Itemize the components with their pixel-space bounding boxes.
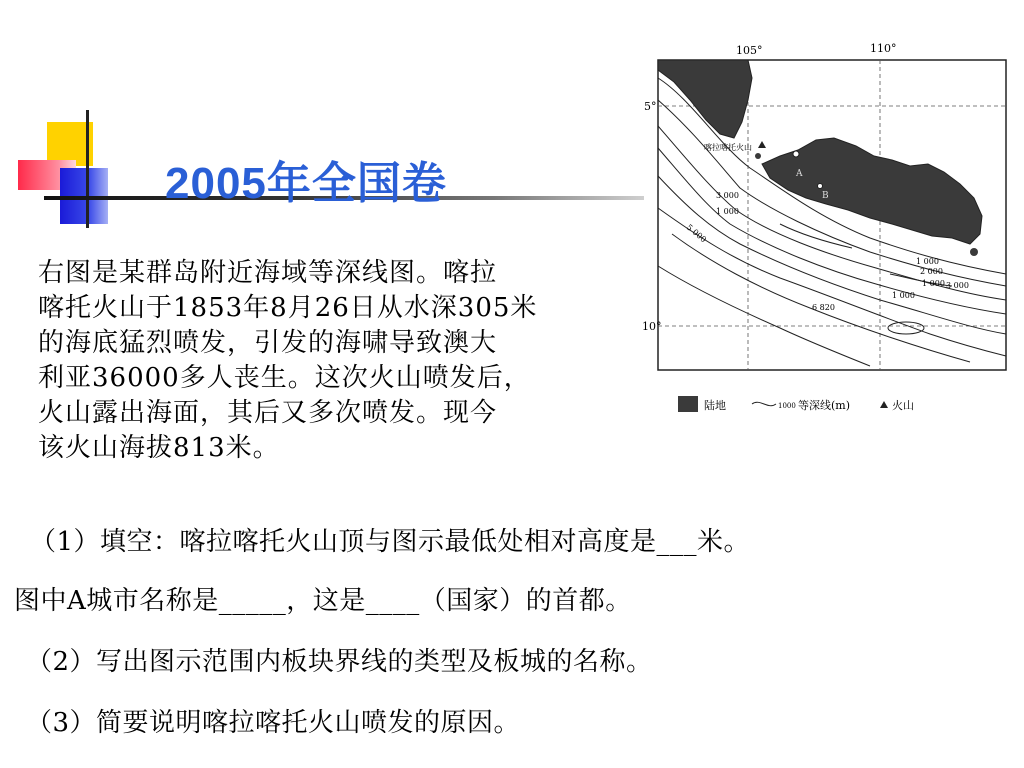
paragraph-line: 喀托火山于1853年8月26日从水深305米 (38, 293, 538, 323)
contour-label: 5 000 (684, 222, 709, 245)
lon-label: 105° (736, 44, 763, 57)
legend-volcano-label: 火山 (892, 399, 914, 412)
contour-label: 3 000 (716, 191, 739, 200)
contour-label: 1 000 (892, 291, 915, 300)
legend-land-swatch (678, 396, 698, 412)
legend-contour-value: 1000 (778, 402, 796, 410)
question-2: （2）写出图示范围内板块界线的类型及板城的名称。 (26, 647, 653, 677)
paragraph-line: 该火山海拔813米。 (38, 433, 280, 463)
paragraph-line: 利亚36000多人丧生。这次火山喷发后， (38, 363, 531, 393)
paragraph-line: 右图是某群岛附近海域等深线图。喀拉 (38, 258, 498, 288)
point-label-a: A (796, 169, 803, 179)
lat-label: 5° (644, 100, 657, 113)
contour-label: 1 000 (922, 279, 945, 288)
paragraph-line: 火山露出海面，其后又多次喷发。现今 (38, 398, 498, 428)
lon-label: 110° (870, 42, 897, 55)
paragraph-line: 的海底猛烈喷发，引发的海啸导致澳大 (38, 328, 498, 358)
slide-title: 2005年全国卷 (165, 159, 447, 208)
point-label-b: B (822, 191, 829, 201)
volcano-name-label: 喀拉喀托火山 (704, 143, 752, 152)
legend-volcano-marker (880, 401, 888, 408)
question-1: （1）填空：喀拉喀托火山顶与图示最低处相对高度是___米。 (30, 527, 751, 557)
contour-label: 1 000 (916, 257, 939, 266)
question-3: （3）简要说明喀拉喀托火山喷发的原因。 (26, 708, 521, 738)
contour-label: 6 820 (812, 303, 835, 312)
bathymetric-map (630, 38, 1015, 430)
contour-label: 1 000 (716, 207, 739, 216)
logo-vertical-line (86, 110, 89, 228)
legend-contour-label: 等深线(m) (798, 399, 851, 412)
intro-paragraph (38, 256, 638, 466)
legend-contour-sample (752, 402, 776, 405)
legend-land-label: 陆地 (704, 399, 726, 412)
question-1-part-b: 图中A城市名称是_____，这是____（国家）的首都。 (14, 586, 632, 616)
lat-label: 10° (642, 320, 662, 333)
contour-label: 2 000 (920, 267, 943, 276)
contour-label: 3 000 (946, 281, 969, 290)
